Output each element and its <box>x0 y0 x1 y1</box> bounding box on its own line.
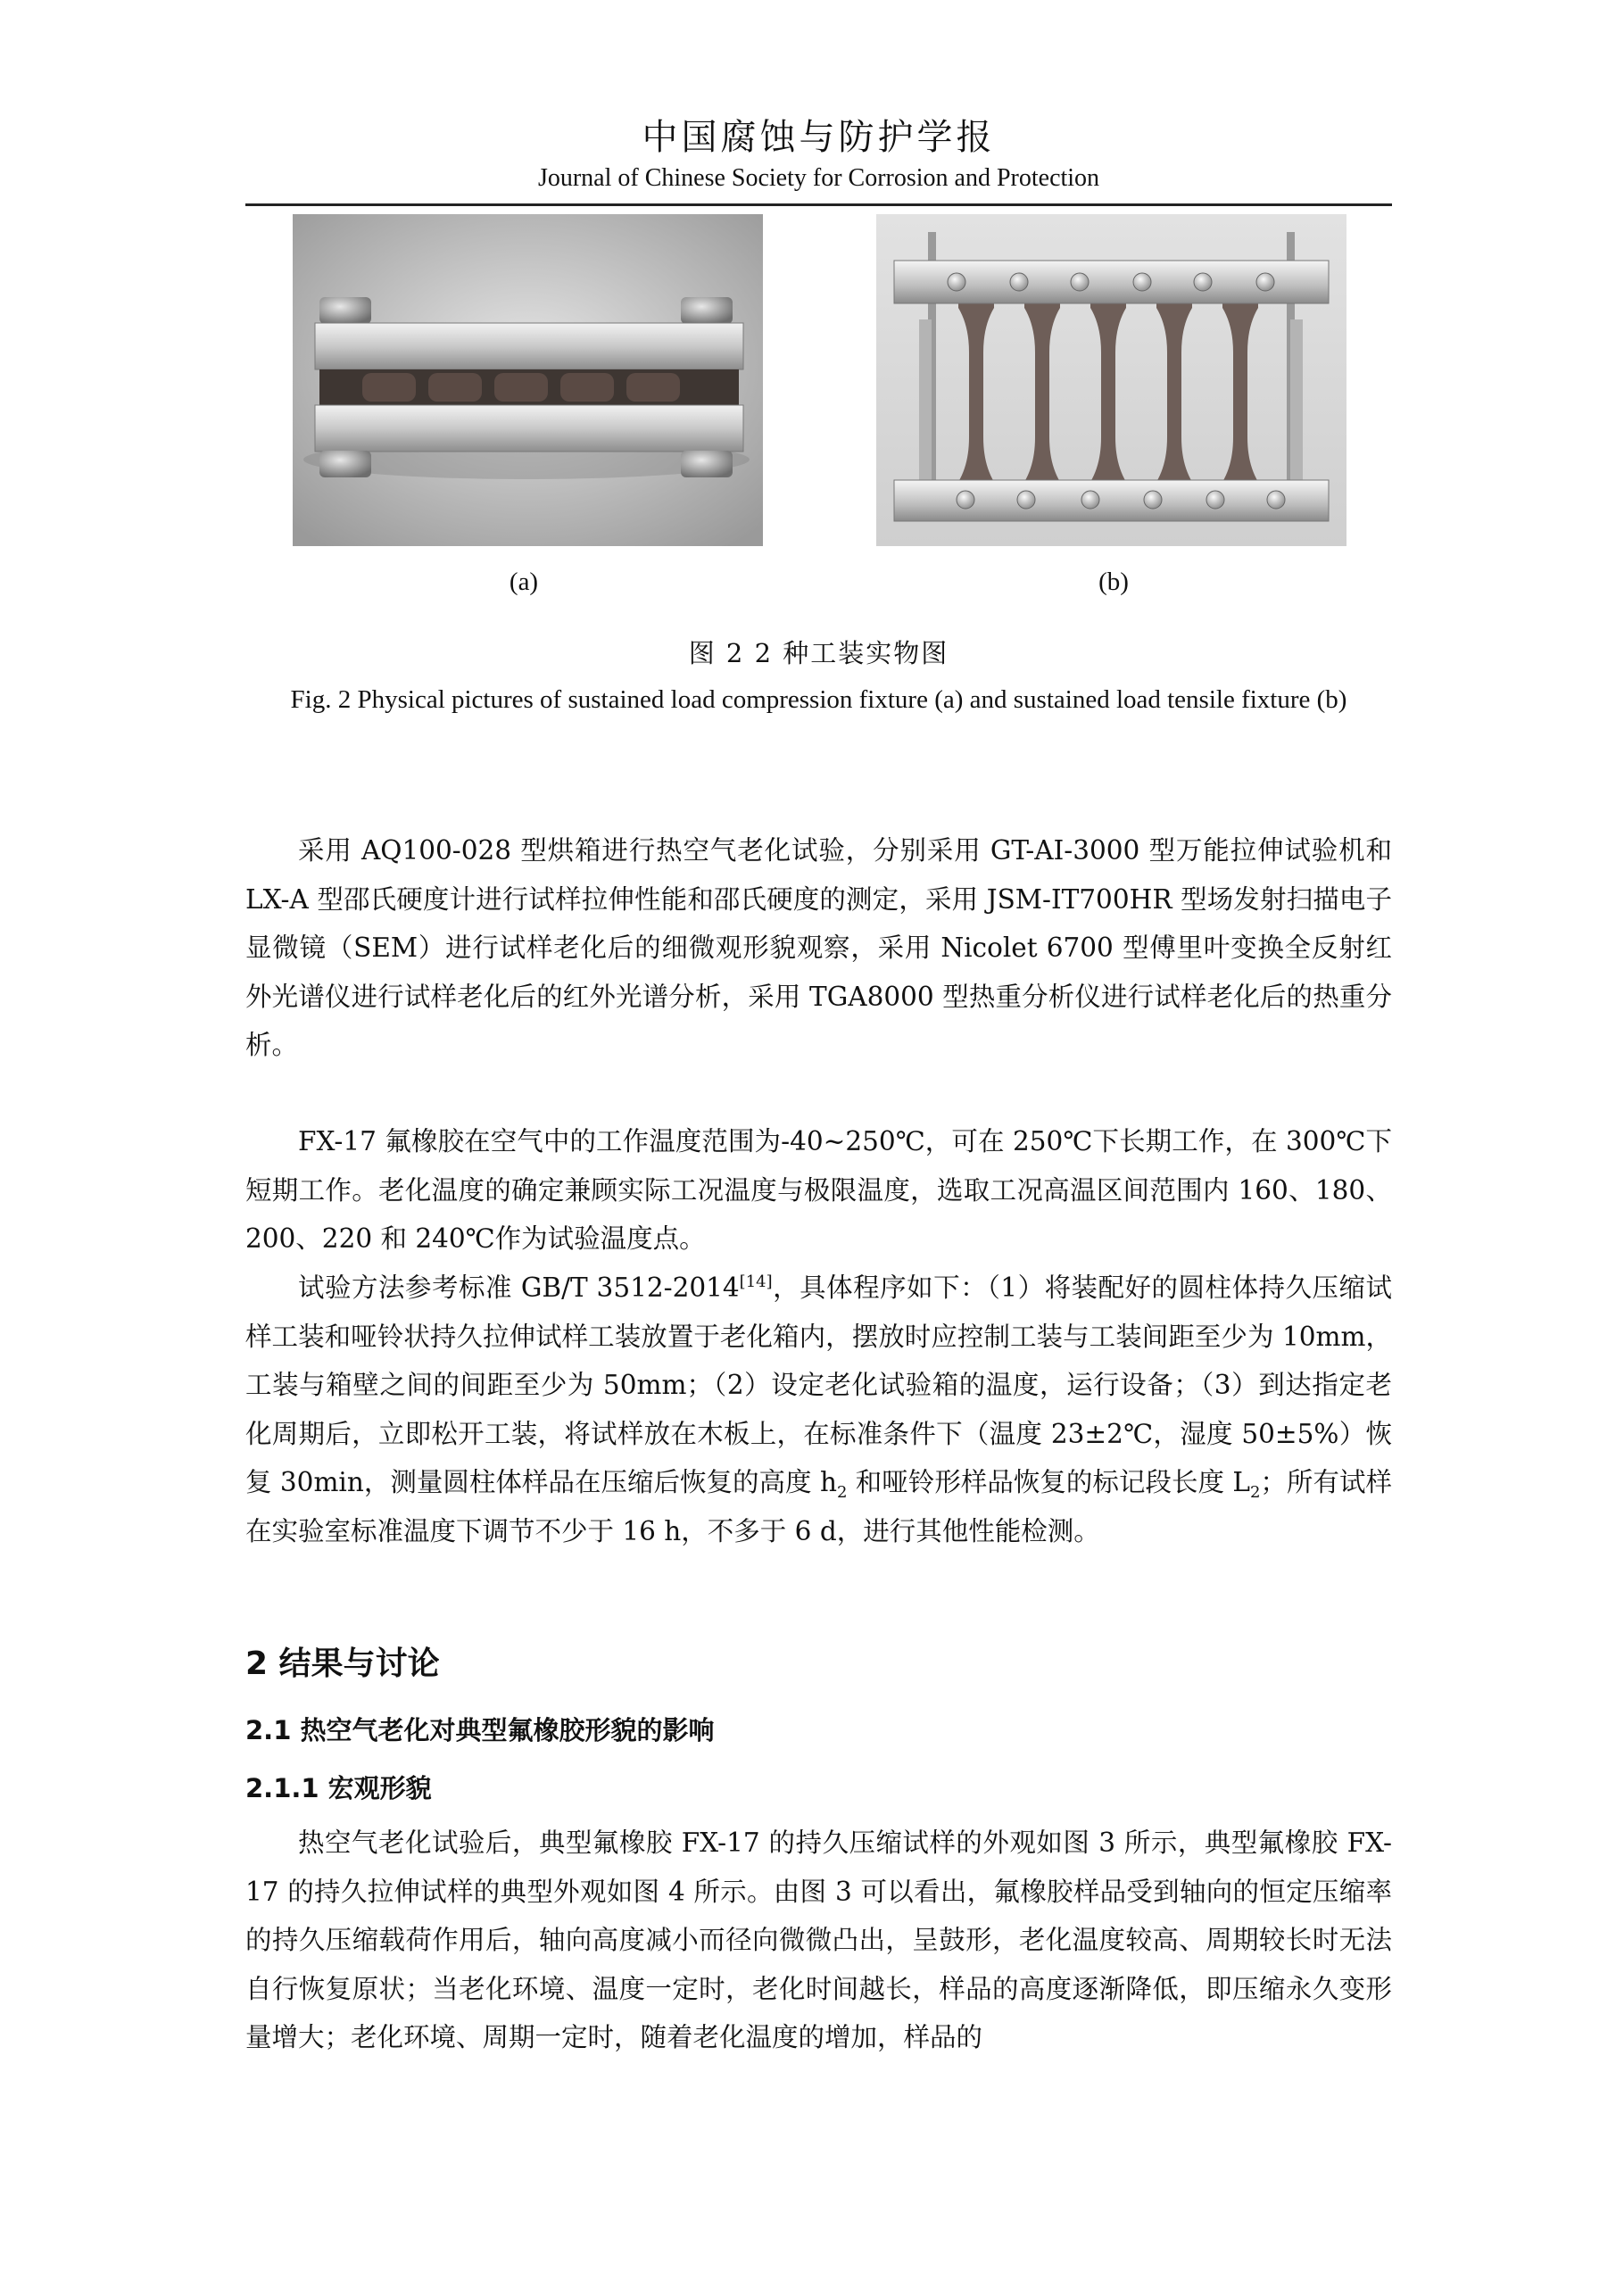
journal-header <box>245 114 1392 196</box>
tensile-fixture-photo <box>876 214 1346 546</box>
paragraph-text <box>245 1264 1392 1555</box>
text-run: 试验方法参考标准 GB/T 3512-2014 <box>298 1272 740 1303</box>
text-run: ，具体程序如下：（1）将装配好的圆柱体持久压缩试样工装和哑铃状持久拉伸试样工装放置于老化箱内，摆放时应控制工装与工装间距至少为 10mm，工装与箱壁之间的间距至少为 50mm；（2）设定老化试验箱的温度，运行设备；（3）到达指定老化周期后，立即松开工装，将试样放在木板上，在标准条件下（温度 23±2℃，湿度 50±5%）恢复 30min，测量圆柱体样品在压缩后恢复的高度 h <box>245 1272 1392 1497</box>
paragraph-test-procedure <box>245 1264 1392 1555</box>
section-heading: 2 结果与讨论 <box>245 1645 440 1682</box>
paragraph-aging-temperature <box>245 1117 1392 1264</box>
paragraph-equipment <box>245 826 1392 1070</box>
figure-caption-en: Fig. 2 Physical pictures of sustained load compression fixture (a) and sustained load tensile fixture (b) <box>290 685 1347 714</box>
citation-ref: [14] <box>739 1272 773 1292</box>
subsection-heading: 2.1 热空气老化对典型氟橡胶形貌的影响 <box>245 1715 715 1745</box>
subsubsection-heading: 2.1.1 宏观形貌 <box>245 1773 432 1803</box>
paragraph-text: 热空气老化试验后，典型氟橡胶 FX-17 的持久压缩试样的外观如图 3 所示，典型氟橡胶 FX-17 的持久拉伸试样的典型外观如图 4 所示。由图 3 可以看出，氟橡胶样品受到轴向的恒定压缩率的持久压缩载荷作用后，轴向高度减小而径向微微凸出，呈鼓形，老化温度较高、周期较长时无法自行恢复原状；当老化环境、温度一定时，老化时间越长，样品的高度逐渐降低，即压缩永久变形量增大；老化环境、周期一定时，随着老化温度的增加，样品的 <box>245 1828 1392 2052</box>
journal-title-cn: 中国腐蚀与防护学报 <box>642 117 996 158</box>
text-run: ；所有试样在实验室标准温度下调节不少于 16 h，不多于 6 d，进行其他性能检测。 <box>245 1467 1392 1546</box>
subscript: 2 <box>1249 1482 1261 1502</box>
journal-title-en: Journal of Chinese Society for Corrosion and Protection <box>537 164 1100 192</box>
subfigure-label-b: (b) <box>1098 568 1129 596</box>
paragraph-text: FX-17 氟橡胶在空气中的工作温度范围为-40~250℃，可在 250℃下长期工作，在 300℃下短期工作。老化温度的确定兼顾实际工况温度与极限温度，选取工况高温区间范围内 160、180、200、220 和 240℃作为试验温度点。 <box>245 1126 1392 1254</box>
paragraph-macro-morphology <box>245 1819 1392 2062</box>
subfigure-label-a: (a) <box>509 568 539 596</box>
subscript: 2 <box>836 1482 848 1502</box>
paragraph-text: 采用 AQ100-028 型烘箱进行热空气老化试验，分别采用 GT-AI-3000 型万能拉伸试验机和 LX-A 型邵氏硬度计进行试样拉伸性能和邵氏硬度的测定，采用 JSM-IT700HR 型场发射扫描电子显微镜（SEM）进行试样老化后的细微观形貌观察，采用 Nicolet 6700 型傅里叶变换全反射红外光谱仪进行试样老化后的红外光谱分析，采用 TGA8000 型热重分析仪进行试样老化后的热重分析。 <box>245 835 1392 1060</box>
text-run: 和哑铃形样品恢复的标记段长度 L <box>847 1467 1250 1497</box>
compression-fixture-photo <box>293 214 763 546</box>
header-rule <box>245 203 1392 206</box>
figure-caption-cn: 图 2 2 种工装实物图 <box>688 638 949 668</box>
